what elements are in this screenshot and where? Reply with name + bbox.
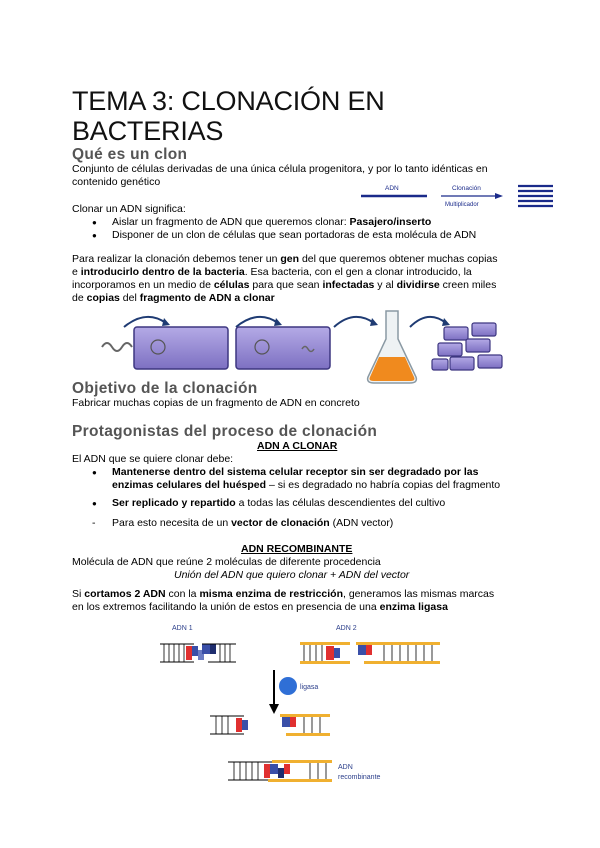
definition-line: Conjunto de células derivadas de una única célula progenitora, y por lo tanto idénticas en [72,163,488,175]
paragraph-line: incorporamos en un medio de células para que sean infectadas y al dividirse creen miles [72,279,497,291]
joining-fragment-left [210,716,248,734]
paragraph-line: de copias del fragmento de ADN a clonar [72,292,275,304]
curved-arrow-icon [124,317,166,327]
recombinant-molecule [228,760,332,782]
recombinant-dna-figure [160,620,450,785]
recombinante-formula: Unión del ADN que quiero clonar + ADN del vector [174,569,410,581]
heading-que-es-un-clon: Qué es un clon [72,146,188,163]
adn1-label: ADN 1 [172,625,193,632]
clonacion-diagram [355,182,555,214]
restriccion-line: en los extremos facilitando la unión de estos en presencia de una enzima ligasa [72,601,448,613]
objetivo-text: Fabricar muchas copias de un fragmento de ADN en concreto [72,397,360,409]
list-item: ● Aislar un fragmento de ADN que queremos clonar: Pasajero/inserto [92,216,476,229]
adn-intro: El ADN que se quiere clonar debe: [72,453,234,465]
curved-arrow-icon [334,317,374,327]
clonar-intro: Clonar un ADN significa: [72,203,186,215]
heading-objetivo: Objetivo de la clonación [72,380,258,397]
requirements-list [92,466,500,510]
dna-squiggle-icon [102,343,132,351]
diagram-adn-label: ADN [385,185,399,192]
ligase-enzyme-icon [279,677,297,695]
bacteria-colony [432,323,502,370]
vector-note: - Para esto necesita de un vector de clonación (ADN vector) [92,517,600,530]
clonar-list [92,216,476,242]
paragraph-line: Para realizar la clonación debemos tener un gen del que queremos obtener muchas copias [72,253,498,265]
heading-protagonistas: Protagonistas del proceso de clonación [72,423,378,440]
list-item: ● Disponer de un clon de células que sean portadoras de esta molécula de ADN [92,229,476,242]
recombinante-label-line1: ADN [338,764,353,771]
diagram-clonacion-label: Clonación [452,185,481,192]
dna-copies [518,186,553,206]
arrow-head [495,193,503,199]
adn1-fragment-left [160,644,204,662]
recombinante-def: Molécula de ADN que reúne 2 moléculas de diferente procedencia [72,556,381,568]
diagram-multiplicador-label: Multiplicador [445,202,479,208]
adn2-fragment-left [300,642,350,664]
curved-arrow-icon [236,317,278,327]
list-item: ● Mantenerse dentro del sistema celular receptor sin ser degradado por las enzimas celulares del huésped – si es degradado no habría copias del fragmento [92,466,500,492]
ligasa-label: ligasa [300,684,319,691]
joining-fragment-right [280,714,330,736]
curved-arrow-icon [410,317,446,327]
list-item: ● Ser replicado y repartido a todas las células descendientes del cultivo [92,497,500,510]
subheading-adn-recombinante: ADN RECOMBINANTE [241,543,353,555]
page-title: TEMA 3: CLONACIÓN EN BACTERIAS [72,86,385,146]
adn2-label: ADN 2 [336,625,357,632]
restriccion-line: Si cortamos 2 ADN con la misma enzima de restricción, generamos las mismas marcas [72,588,495,600]
bacterium-cell [134,327,228,369]
subheading-adn-a-clonar: ADN A CLONAR [257,440,338,452]
bacterium-cell [236,327,330,369]
adn2-fragment-right [356,642,440,664]
definition-line: contenido genético [72,176,161,188]
paragraph-line: e introducirlo dentro de la bacteria. Esa bacteria, con el gen a clonar introducido, la [72,266,472,278]
cloning-process-illustration [98,305,508,387]
adn1-fragment-right [202,644,236,662]
recombinante-label-line2: recombinante [338,774,381,781]
